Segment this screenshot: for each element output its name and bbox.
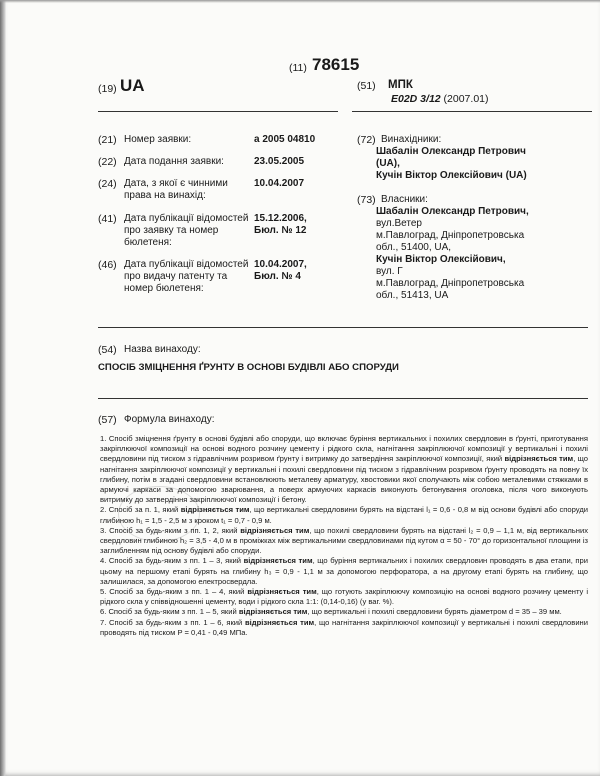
application-number: а 2005 04810 (254, 134, 316, 145)
owner-address: обл., 51400, UA, (376, 242, 452, 253)
bib-label: Дата подання заявки: (124, 156, 224, 167)
inventor-country: (UA), (376, 158, 400, 169)
claims-label: Формула винаходу: (124, 414, 215, 425)
mpk-label: МПК (388, 79, 413, 91)
mpk-version: (2007.01) (443, 93, 489, 105)
owner-name: Шабалін Олександр Петрович, (376, 206, 529, 217)
rule-before-title (98, 327, 588, 328)
bib-label: Номер заявки: (124, 134, 192, 145)
header-rule-left (98, 111, 338, 112)
code-73: (73) (357, 194, 376, 206)
code-41: (41) (98, 213, 117, 225)
code-57: (57) (98, 414, 117, 426)
application-bulletin: Бюл. № 12 (254, 225, 307, 236)
owner-name: Кучін Віктор Олексійович, (376, 254, 506, 265)
rule-before-claims (98, 398, 588, 399)
owner-address: обл., 51413, UA (376, 290, 449, 301)
code-22: (22) (98, 156, 117, 168)
code-21: (21) (98, 134, 117, 146)
claim-5: 5. Спосіб за будь-яким з пп. 1 – 4, який відрізняється тим, що готують закріплюючу композицію на основі водного розчину цементу і рідкого скла у співвідношенні цементу, води і рідкого скла 1:1: (0,14-0,16) (у ваг. %). (100, 587, 589, 607)
application-publication-date: 15.12.2006, (254, 213, 307, 224)
owners-title: Власники: (381, 194, 428, 205)
owner-address: м.Павлоград, Дніпропетровська (376, 278, 525, 289)
code-54: (54) (98, 344, 117, 356)
grant-bulletin: Бюл. № 4 (254, 271, 301, 282)
inventor-name: Шабалін Олександр Петрович (376, 146, 526, 157)
mpk-class: E02D 3/12 (391, 93, 441, 105)
patent-number: 78615 (312, 55, 360, 74)
header-rule-right (352, 111, 592, 112)
invention-title-label: Назва винаходу: (124, 344, 201, 355)
grant-publication-date: 10.04.2007, (254, 259, 307, 270)
owner-address: вул. Г (376, 266, 403, 277)
bib-label: Дата, з якої є чинними (124, 178, 228, 189)
owner-address: м.Павлоград, Дніпропетровська (376, 230, 525, 241)
claim-6: 6. Спосіб за будь-яким з пп. 1 – 5, який відрізняється тим, що вертикальні і похилі свердловини бурять діаметром d = 35 – 39 мм. (100, 607, 562, 617)
inventor-name: Кучін Віктор Олексійович (UA) (376, 170, 527, 181)
code-24: (24) (98, 178, 117, 190)
code-72: (72) (357, 134, 376, 146)
country-code: UA (120, 76, 145, 95)
code-11: (11) (289, 62, 307, 74)
claim-3: 3. Спосіб за будь-яким з пп. 1, 2, який відрізняється тим, що похилі свердловини бурять на відстані l₂ = 0,9 – 1,1 м, від вертикальних свердловин глибиною h₂ = 3,5 - 4,0 м в проміжках між вертикальними свердловинами під кутом α = 50 - 70° до горизонтальної площини із заглибленням під основу будівлі або споруди. (100, 525, 588, 556)
rights-effective-date: 10.04.2007 (254, 178, 305, 189)
bib-label: Дата публікації відомостей (124, 259, 249, 270)
code-19: (19) (98, 83, 117, 95)
bib-label: номер бюлетеня: (124, 283, 204, 294)
invention-title: СПОСІБ ЗМІЦНЕННЯ ҐРУНТУ В ОСНОВІ БУДІВЛІ АБО СПОРУДИ (98, 362, 399, 373)
bib-label: бюлетеня: (124, 237, 172, 248)
code-46: (46) (98, 259, 117, 271)
claim-2: 2. Спосіб за п. 1, який відрізняється тим, що вертикальні свердловини бурять на відстані l₁ = 0,6 - 0,8 м від основи будівлі або споруди глибиною h₁ = 1,5 - 2,5 м з кроком t₁ = 0,7 - 0,9 м. (100, 505, 588, 525)
filing-date: 23.05.2005 (254, 156, 305, 167)
bib-label: права на винахід: (124, 190, 206, 201)
mpk-classification (391, 93, 489, 105)
claim-7: 7. Спосіб за будь-яким з пп. 1 – 6, який відрізняється тим, що нагнітання закріплюючої композиції у вертикальні і похилі свердловини проводять під тиском P = 0,41 - 0,49 МПа. (100, 617, 588, 637)
claim-4: 4. Спосіб за будь-яким з пп. 1 – 3, який відрізняється тим, що буріння вертикальних і похилих свердловин проводять в два етапи, при цьому на першому етапі бурять на глибину h₃ = 0,9 - 1,1 м за допомогою перфоратора, а на другому етапі бурять на глибину, що залишилася, за допомогою електросвердла. (100, 556, 588, 586)
bib-label: про видачу патенту та (124, 271, 228, 282)
code-51: (51) (357, 80, 376, 92)
bib-label: Дата публікації відомостей (124, 213, 249, 224)
claim-1: 1. Спосіб зміцнення ґрунту в основі будівлі або споруди, що включає буріння вертикальних і похилих свердловин в ґрунті, приготування закріплюючої композиції на основі водного розчину цементу і рідкого скла, нагнітання закріплюючої композиції у вертикальні і похилі свердловини під тиском з гідравлічним розривом ґрунту і витримку до затвердіння закріплюючої композиції, який відрізняється тим, що нагнітання закріплюючої композиції у вертикальні і похилі свердловини під тиском з гідравлічним розривом ґрунту проводять на повну їх глибину, потім в згадані свердловини встановлюють металеву арматуру, хвостовики якої сполучають між собою металевими стяжками в армуючі каркаси за допомогою зварювання, а поверх армуючих каркасів виконують бетонування оголовка, після чого виконують витримку до затвердіння закріплюючої композиції і бетону. (100, 434, 588, 505)
scan-top-edge (0, 0, 600, 3)
inventors-title: Винахідники: (381, 134, 442, 145)
scan-left-edge (0, 0, 6, 776)
claims-list (100, 434, 588, 638)
bib-label: про заявку та номер (124, 225, 219, 236)
owner-address: вул.Ветер (376, 218, 422, 229)
